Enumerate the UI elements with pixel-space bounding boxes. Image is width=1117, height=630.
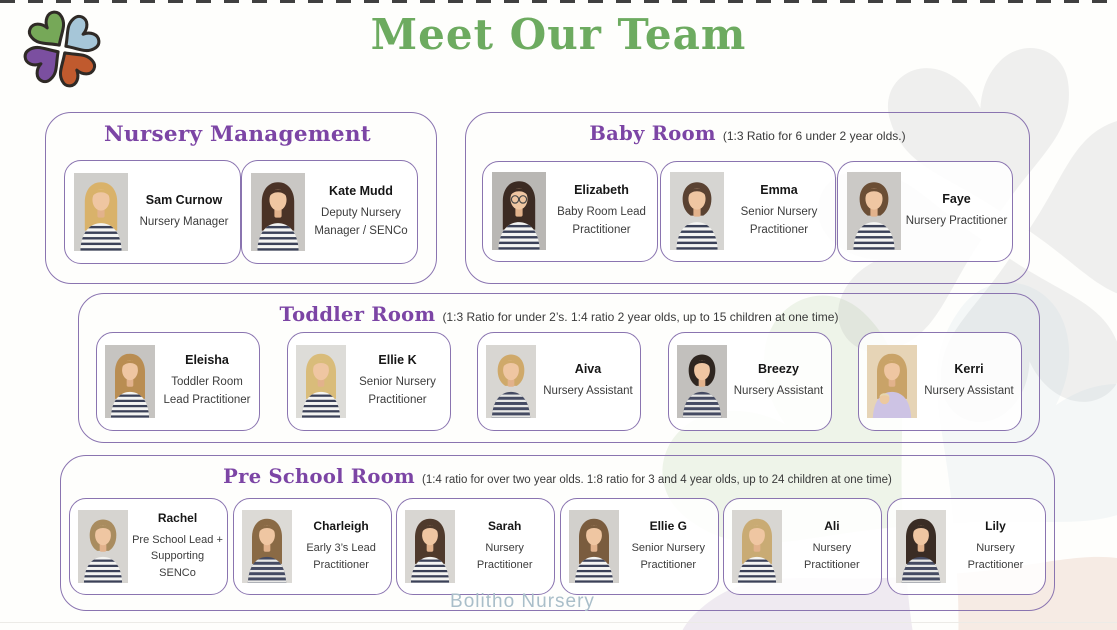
member-text (128, 511, 227, 582)
member-role: Deputy Nursery Manager / SENCo (314, 207, 408, 237)
member-card (560, 498, 719, 595)
member-card (837, 161, 1013, 262)
section-nursery-management (45, 112, 437, 284)
member-name: Sarah (488, 519, 522, 534)
top-edge-dashes (0, 0, 1117, 3)
member-text (455, 519, 554, 573)
bottom-edge-line (0, 622, 1117, 623)
member-text (946, 519, 1045, 573)
member-role: Nursery Assistant (924, 384, 1014, 397)
member-card (477, 332, 641, 431)
section-ratio-note: (1:3 Ratio for under 2’s. 1:4 ratio 2 year olds, up to 15 children at one time) (442, 310, 839, 324)
members-row (46, 148, 436, 283)
member-card (668, 332, 832, 431)
section-header (466, 122, 1029, 145)
member-name: Ellie G (649, 519, 687, 534)
member-role: Nursery Assistant (733, 384, 824, 397)
section-title: Baby Room (589, 122, 716, 145)
member-card (396, 498, 555, 595)
nursery-flower-logo (14, 6, 110, 92)
member-role: Nursery Practitioner (905, 214, 1008, 227)
member-text (546, 183, 657, 240)
member-role: Senior Nursery Practitioner (631, 542, 705, 571)
section-toddler-room (78, 293, 1040, 443)
members-row (79, 326, 1039, 442)
row-pre-school (60, 455, 1055, 611)
member-text (782, 519, 881, 573)
member-photo (569, 510, 619, 583)
member-card (723, 498, 882, 595)
member-text (292, 519, 391, 573)
member-card (287, 332, 451, 431)
row-management-baby (45, 112, 1030, 284)
member-text (305, 184, 417, 241)
member-card (858, 332, 1022, 431)
section-pre-school-room (60, 455, 1055, 611)
members-row (466, 145, 1029, 283)
member-photo (492, 172, 546, 250)
member-photo (251, 173, 305, 251)
member-name: Elizabeth (574, 182, 629, 197)
section-baby-room (465, 112, 1030, 284)
member-name: Sam Curnow (145, 192, 223, 207)
member-card (887, 498, 1046, 595)
member-role: Toddler Room Lead Practitioner (163, 375, 251, 406)
member-photo (78, 510, 128, 583)
member-name: Kerri (954, 361, 984, 376)
member-text (724, 183, 835, 240)
section-ratio-note: (1:4 ratio for over two year olds. 1:8 ratio for 3 and 4 year olds, up to 24 children at one time) (421, 474, 892, 486)
member-name: Kate Mudd (329, 184, 393, 199)
member-photo (847, 172, 901, 250)
member-card (241, 160, 418, 264)
member-role: Senior Nursery Practitioner (740, 205, 818, 236)
member-photo (867, 345, 917, 418)
member-text (727, 362, 831, 401)
member-name: Ali (824, 519, 840, 534)
member-role: Baby Room Lead Practitioner (557, 205, 646, 236)
member-role: Early 3’s Lead Practitioner (306, 542, 376, 571)
member-role: Nursery Practitioner (476, 542, 533, 571)
member-text (901, 192, 1012, 231)
member-role: Pre School Lead + Supporting SENCo (132, 533, 223, 579)
member-text (128, 193, 240, 232)
member-text (346, 353, 450, 410)
member-card (233, 498, 392, 595)
member-card (482, 161, 658, 262)
member-card (69, 498, 228, 595)
member-photo (732, 510, 782, 583)
member-name: Rachel (157, 510, 198, 525)
member-photo (486, 345, 536, 418)
section-title: Nursery Management (103, 122, 372, 147)
member-name: Eleisha (185, 352, 229, 367)
member-card (660, 161, 836, 262)
member-photo (677, 345, 727, 418)
member-name: Emma (760, 182, 798, 197)
member-card (96, 332, 260, 431)
member-text (155, 353, 259, 410)
member-name: Charleigh (313, 519, 369, 534)
footer-brand: Bolitho Nursery (450, 591, 595, 612)
member-role: Nursery Manager (139, 215, 229, 228)
member-name: Faye (942, 191, 971, 206)
member-role: Nursery Assistant (543, 384, 633, 397)
member-text (619, 519, 718, 573)
member-name: Breezy (758, 361, 799, 376)
section-header (61, 465, 1054, 488)
page-title: Meet Our Team (370, 10, 747, 59)
section-ratio-note: (1:3 Ratio for 6 under 2 year olds.) (722, 129, 906, 143)
member-name: Aiva (574, 361, 602, 376)
member-photo (405, 510, 455, 583)
member-name: Ellie K (378, 352, 417, 367)
member-photo (670, 172, 724, 250)
member-photo (242, 510, 292, 583)
member-text (917, 362, 1021, 401)
section-header (46, 122, 436, 148)
section-header (79, 303, 1039, 326)
member-card (64, 160, 241, 264)
member-role: Nursery Practitioner (967, 542, 1024, 571)
member-role: Senior Nursery Practitioner (359, 375, 436, 406)
section-title: Pre School Room (223, 465, 415, 488)
row-toddler (78, 293, 1040, 443)
member-text (536, 362, 640, 401)
member-name: Lily (985, 519, 1006, 534)
member-photo (105, 345, 155, 418)
member-role: Nursery Practitioner (804, 542, 860, 571)
member-photo (296, 345, 346, 418)
member-photo (74, 173, 128, 251)
section-title: Toddler Room (279, 303, 436, 326)
member-photo (896, 510, 946, 583)
